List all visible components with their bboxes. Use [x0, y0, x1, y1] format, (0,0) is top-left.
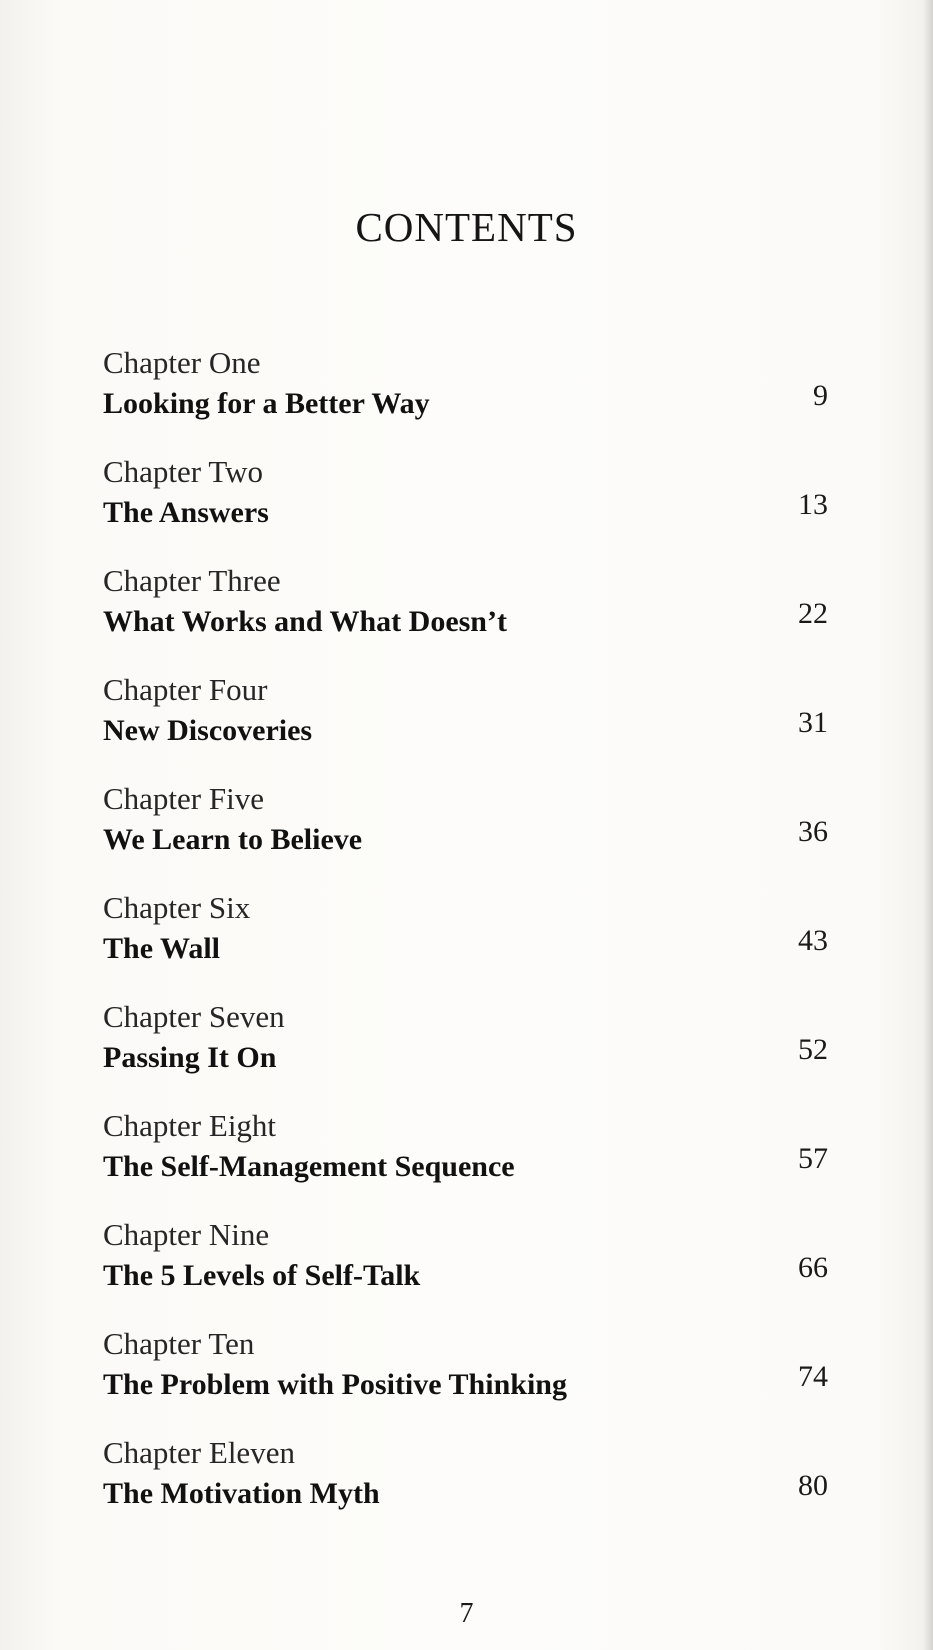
toc-entry [0, 781, 933, 890]
page-number: 13 [798, 488, 828, 521]
chapter-title: The Self-Management Sequence [103, 1150, 515, 1183]
page-number: 52 [798, 1033, 828, 1066]
page-number: 22 [798, 597, 828, 630]
chapter-title: The Answers [103, 496, 269, 529]
toc-entry [0, 672, 933, 781]
toc-entry [0, 999, 933, 1108]
toc-entry [0, 1108, 933, 1217]
contents-heading: CONTENTS [355, 204, 578, 250]
chapter-title: The Wall [103, 932, 220, 965]
toc-entry [0, 1326, 933, 1435]
chapter-label: Chapter One [103, 345, 261, 380]
chapter-label: Chapter Two [103, 454, 263, 489]
chapter-title: We Learn to Believe [103, 823, 363, 856]
toc-entry [0, 563, 933, 672]
chapter-title: The 5 Levels of Self-Talk [103, 1259, 421, 1292]
page-number: 43 [798, 924, 828, 957]
chapter-label: Chapter Nine [103, 1217, 270, 1252]
page-number: 80 [798, 1469, 828, 1502]
chapter-title: New Discoveries [103, 714, 313, 747]
page-number: 31 [798, 706, 828, 739]
chapter-title: The Motivation Myth [103, 1477, 380, 1510]
page-number: 57 [798, 1142, 828, 1175]
chapter-label: Chapter Three [103, 563, 281, 598]
chapter-title: Looking for a Better Way [103, 387, 430, 420]
toc-entry [0, 454, 933, 563]
chapter-label: Chapter Ten [103, 1326, 255, 1361]
chapter-label: Chapter Six [103, 890, 251, 925]
page-number: 74 [798, 1360, 828, 1393]
page-number: 36 [798, 815, 828, 848]
chapter-label: Chapter Eleven [103, 1435, 295, 1470]
page-number: 66 [798, 1251, 828, 1284]
toc-entry [0, 1435, 933, 1544]
toc-entry [0, 345, 933, 454]
page-number: 9 [813, 379, 828, 412]
chapter-label: Chapter Four [103, 672, 268, 707]
toc-entry [0, 1217, 933, 1326]
toc-entry [0, 890, 933, 999]
chapter-label: Chapter Seven [103, 999, 285, 1034]
table-of-contents [0, 345, 933, 1544]
chapter-title: Passing It On [103, 1041, 277, 1074]
page-folio: 7 [459, 1598, 474, 1629]
chapter-label: Chapter Eight [103, 1108, 277, 1143]
chapter-title: The Problem with Positive Thinking [103, 1368, 567, 1401]
chapter-title: What Works and What Doesn’t [103, 605, 507, 638]
chapter-label: Chapter Five [103, 781, 264, 816]
